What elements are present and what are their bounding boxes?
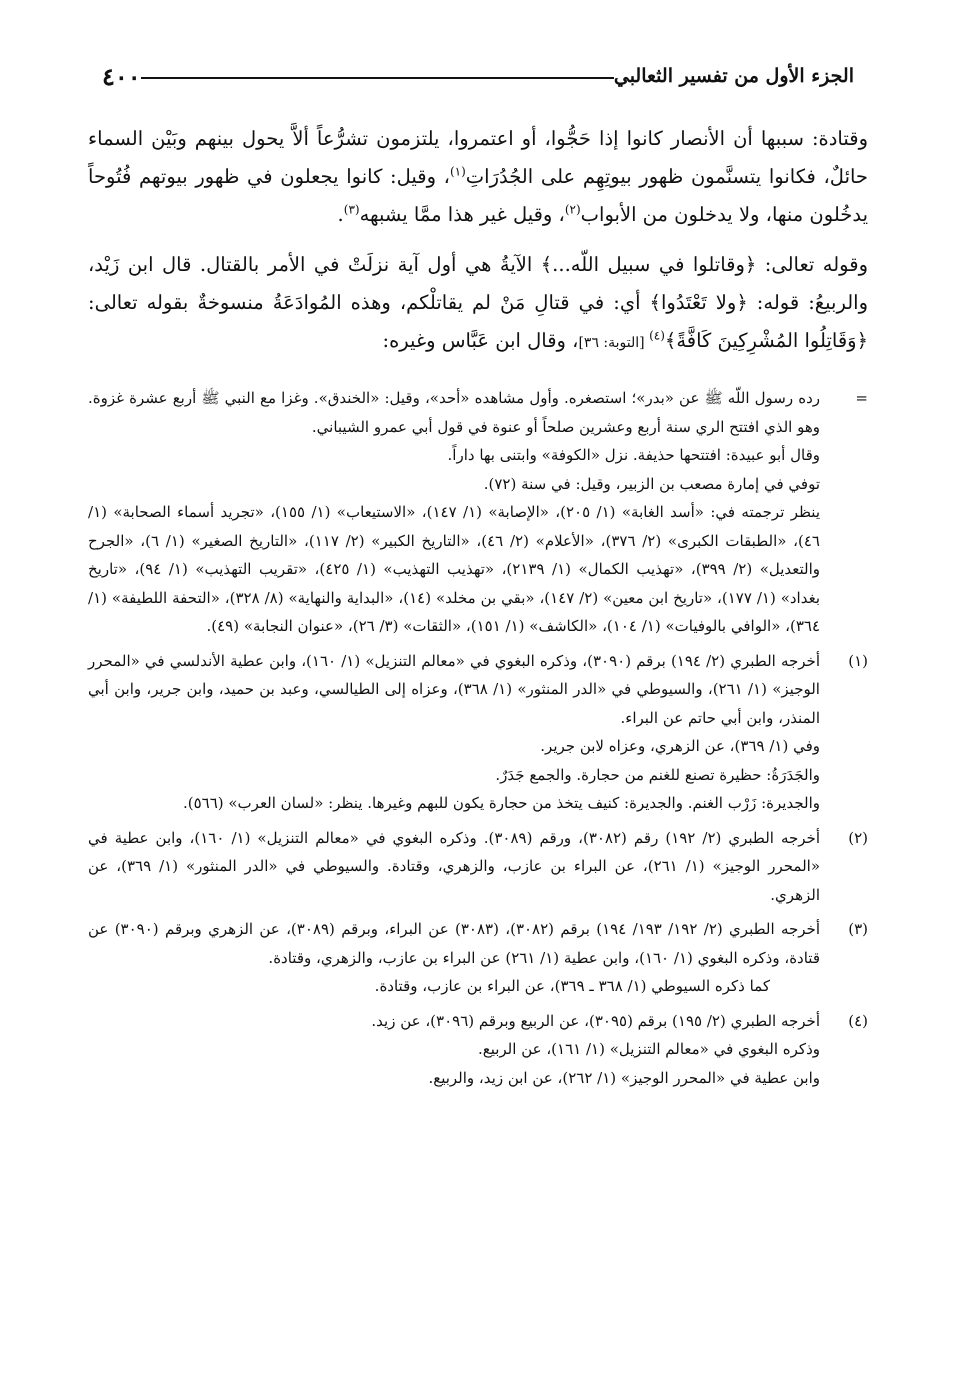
continuation-marker: = [855, 389, 868, 407]
footnote-3 [88, 915, 868, 1001]
footnote-line: والجديرة: زَرْب الغنم. والجديرة: كنيف يتخذ من حجارة يكون للبهم وغيرها. ينظر: «لسان العرب» (٥٦٦). [182, 794, 820, 812]
footnote-line: ينظر ترجمته في: «أسد الغابة» (١/ ٢٠٥)، «الإصابة» (١/ ١٤٧)، «الاستيعاب» (١/ ١٥٥)، «تجريد أسماء الصحابة» (١/ ٤٦)، «الطبقات الكبرى» (٢/ ٣٧٦)، «الأعلام» (٢/ ٤٦)، «التاريخ الكبير» (٢/ ١١٧)، «التاريخ الصغير» (١/ ٦)، «الجرح والتعديل» (٢/ ٣٩٩)، «تهذيب الكمال» (١/ ٢١٣٩)، «تهذيب التهذيب» (١/ ٤٢٥)، «تقريب التهذيب» (١/ ٩٤)، «تاريخ بغداد» (١/ ١٧٧)، «تاريخ ابن معين» (٢/ ١٤٧)، «بقي بن مخلد» (١٤)، «البداية والنهاية» (٨/ ٣٢٨)، «التحفة اللطيفة» (١/ ٣٦٤)، «الوافي بالوفيات» (١/ ١٠٤)، «الكاشف» (١/ ١٥١)، «الثقات» (٣/ ٢٦)، «عنوان النجابة» (٤٩). [88, 503, 821, 635]
footnote-line: أخرجه الطبري (٢/ ١٩٢/ ١٩٣/ ١٩٤) برقم (٣٠٨٢)، (٣٠٨٣) عن البراء، وبرقم (٣٠٨٩)، عن الزهري وبرقم (٣٠٩٠) عن قتادة، وذكره البغوي (١/ ١٦٠)، وابن عطية (١/ ٢٦١) عن البراء بن عازب، والزهري، وقتادة. [88, 920, 820, 967]
footnote-line: كما ذكره السيوطي (١/ ٣٦٨ ـ ٣٦٩)، عن البراء بن عازب، وقتادة. [374, 977, 770, 995]
paragraph-1 [88, 120, 868, 234]
quran-citation: [التوبة: ٣٦] [578, 335, 650, 351]
footnote-ref-1[interactable]: (١) [449, 164, 466, 179]
footnote-number: (١) [848, 651, 868, 670]
footnote-ref-2[interactable]: (٢) [564, 202, 581, 217]
paragraph-1-text-a: وقتادة: سببها أن الأنصار كانوا إذا حَجُّوا، أو اعتمروا، يلتزمون تشرُّعاً ألاَّ يحول بينهم وبَيْن السماء حائلٌ، فكانوا يتسنَّمون ظهور بيوتِهِم على الجُدُرَاتِ [88, 127, 868, 188]
footnote-number: (٢) [848, 828, 868, 847]
footnote-line: أخرجه الطبري (٢/ ١٩٤) برقم (٣٠٩٠)، وذكره البغوي في «معالم التنزيل» (١/ ١٦٠)، وابن عطية الأندلسي في «المحرر الوجيز» (١/ ٢٦١)، والسيوطي في «الدر المنثور» (١/ ٣٦٨)، وعزاه إلى الطيالسي، وعبد بن حميد، وابن جرير، وابن أبي المنذر، وابن أبي حاتم عن البراء. [88, 651, 820, 727]
footnote-number: (٤) [848, 1011, 868, 1030]
footnote-line: وفي (١/ ٣٦٩)، عن الزهري، وعزاه لابن جرير. [540, 737, 820, 755]
page-header [88, 58, 868, 94]
footnotes [88, 384, 868, 1092]
paragraph-2-text-b: ، وقال ابن عَبَّاس وغيره: [382, 329, 579, 352]
page-number: ٤٠٠ [102, 61, 141, 91]
footnote-ref-4[interactable]: (٤) [649, 328, 665, 343]
footnote-ref-3[interactable]: (٣) [343, 202, 360, 217]
paragraph-2-text-a: وقوله تعالى: ﴿وقاتلوا في سبيل اللّه...﴾ الآيةُ هي أول آية نزلَتْ في الأمر بالقتال. قال ابن زَيْد، والربيعُ: قوله: ﴿ولا تَعْتَدُوا﴾ أي: في قتالِ مَنْ لم يقاتلْكم، وهذه المُوادَعَةُ منسوخةٌ بقوله تعالى: ﴿وَقَاتِلُوا المُشْرِكِينَ كَافَّةً﴾ [88, 253, 868, 352]
footnote-number: (٣) [848, 920, 868, 938]
footnote-2 [88, 824, 868, 910]
book-page [88, 58, 868, 1092]
footnote-continued [88, 384, 868, 641]
paragraph-1-text-c: ، وقيل غير هذا ممَّا يشبهه [359, 203, 565, 226]
footnote-1 [88, 647, 868, 818]
main-text [88, 120, 868, 362]
paragraph-2 [88, 246, 868, 362]
footnote-line: وذكره البغوي في «معالم التنزيل» (١/ ١٦١)، عن الربيع. [477, 1040, 820, 1058]
footnote-line: وابن عطية في «المحرر الوجيز» (١/ ٢٦٢)، عن ابن زيد، والربيع. [428, 1068, 820, 1087]
footnote-line: أخرجه الطبري (٢/ ١٩٥) برقم (٣٠٩٥)، عن الربيع وبرقم (٣٠٩٦)، عن زيد. [371, 1011, 820, 1030]
paragraph-1-text-b: ، وقيل: كانوا يجعلون في ظهور بيوتهم فُتُوحاً يدخُلون منها، ولا يدخلون من الأبواب [88, 165, 868, 226]
paragraph-1-text-d: . [337, 203, 344, 226]
footnote-line: أخرجه الطبري (٢/ ١٩٢) رقم (٣٠٨٢)، ورقم (٣٠٨٩). وذكره البغوي في «معالم التنزيل» (١/ ١٦٠)، وابن عطية في «المحرر الوجيز» (١/ ٢٦١)، عن البراء بن عازب، والزهري، وقتادة. والسيوطي في «الدر المنثور» (١/ ٣٦٩)، عن الزهري. [88, 828, 821, 904]
header-rule [141, 77, 614, 79]
footnote-4 [88, 1007, 868, 1093]
footnote-line: توفي في إمارة مصعب بن الزبير، وقيل: في سنة (٧٢). [483, 474, 820, 493]
footnote-line: رده رسول اللّه ﷺ عن «بدر»؛ استصغره. وأول مشاهده «أحد»، وقيل: «الخندق». وغزا مع النبي ﷺ أربع عشرة غزوة. وهو الذي افتتح الري سنة أربع وعشرين صلحاً أو عنوة في قول أبي عمرو الشيباني. [88, 389, 820, 436]
footnote-line: وقال أبو عبيدة: افتتحها حذيفة. نزل «الكوفة» وابتنى بها داراً. [447, 446, 820, 464]
footnote-line: والجَدَرَةُ: حظيرة تصنع للغنم من حجارة. والجمع جَدَرٌ. [495, 765, 820, 784]
running-title: الجزء الأول من تفسير الثعالبي [613, 65, 854, 87]
